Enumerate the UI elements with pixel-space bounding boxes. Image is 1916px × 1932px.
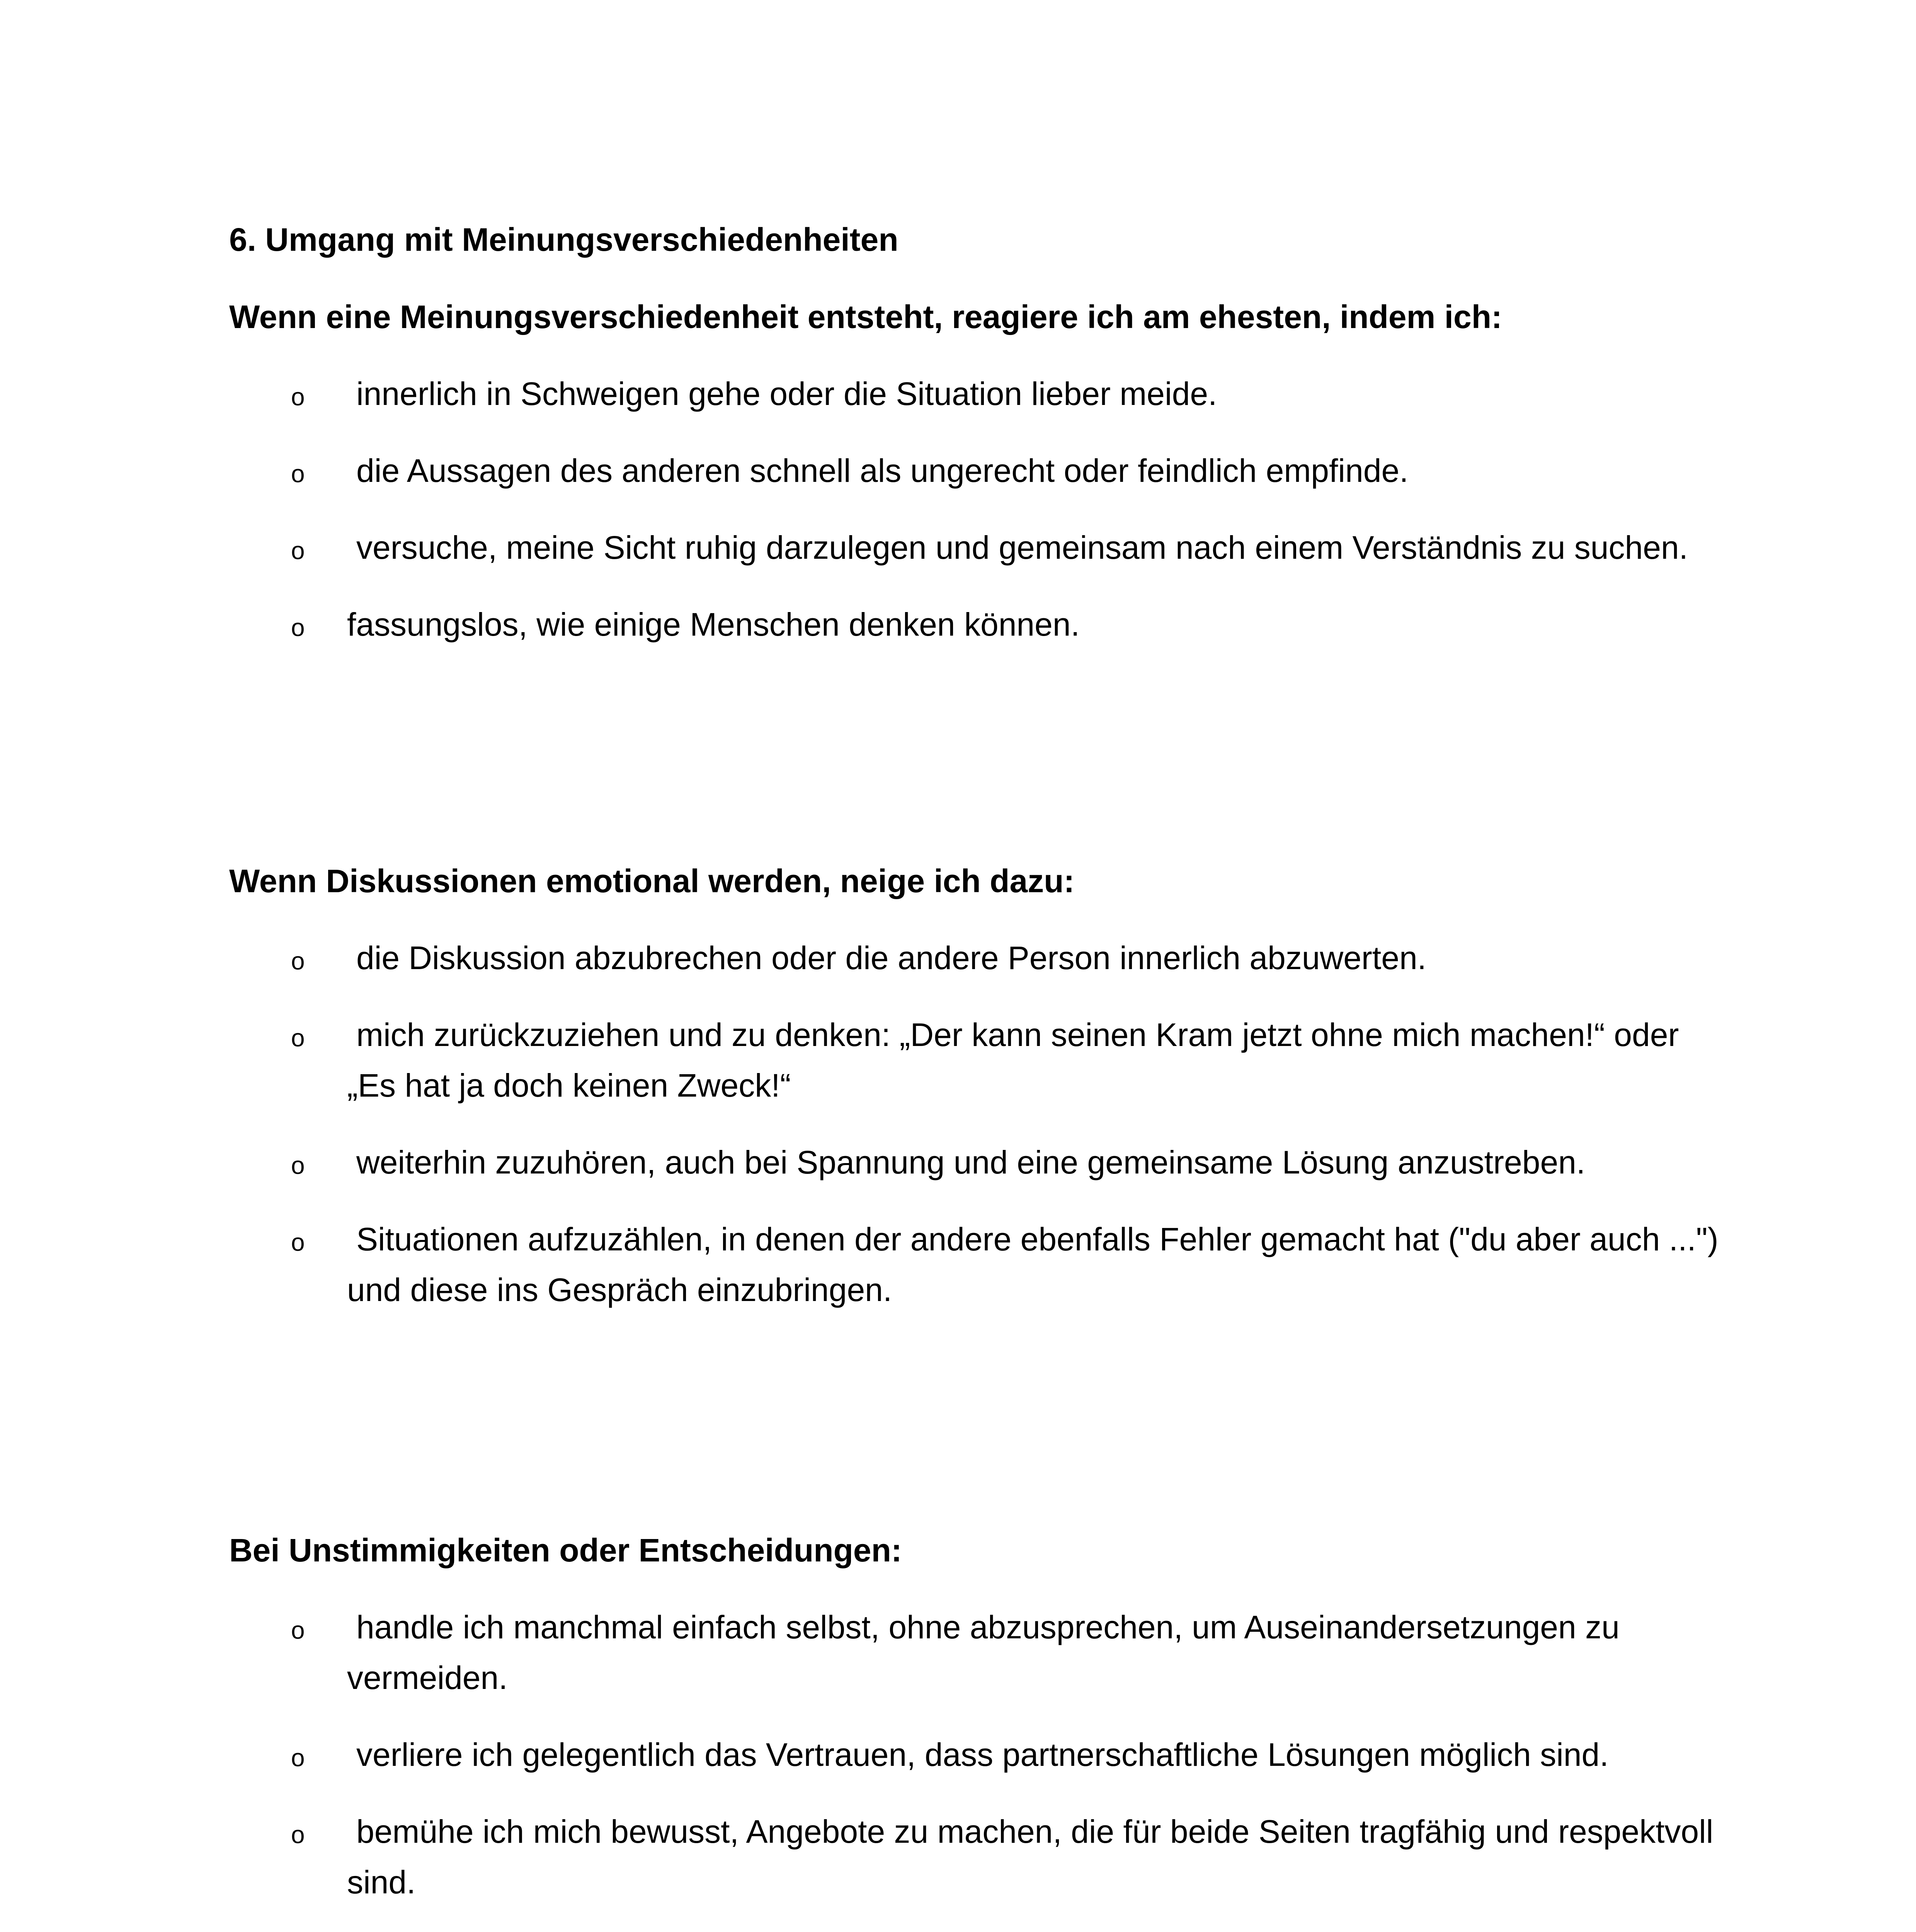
option-item[interactable] xyxy=(229,1137,1729,1188)
option-item[interactable] xyxy=(229,1730,1729,1780)
option-text: bemühe ich mich bewusst, Angebote zu machen, die für beide Seiten tragfähig und respektvoll sind. xyxy=(347,1813,1714,1900)
option-text: verliere ich gelegentlich das Vertrauen, dass partnerschaftliche Lösungen möglich sind. xyxy=(356,1736,1609,1773)
radio-circle-icon[interactable]: o xyxy=(291,383,305,411)
option-text: Situationen aufzuzählen, in denen der andere ebenfalls Fehler gemacht hat ("du aber auch ...") und diese ins Gespräch einzubringen. xyxy=(347,1221,1719,1308)
option-item[interactable] xyxy=(229,1214,1729,1315)
question-prompt: Bei Unstimmigkeiten oder Entscheidungen: xyxy=(229,1532,902,1568)
option-text: mich zurückzuziehen und zu denken: „Der kann seinen Kram jetzt ohne mich machen!“ oder „Es hat ja doch keinen Zweck!“ xyxy=(347,1017,1679,1104)
radio-circle-icon[interactable]: o xyxy=(291,1616,305,1644)
page-content xyxy=(229,216,1729,1932)
section-title: 6. Umgang mit Meinungsverschiedenheiten xyxy=(229,221,898,258)
radio-circle-icon[interactable]: o xyxy=(291,947,305,975)
radio-circle-icon[interactable]: o xyxy=(291,537,305,565)
option-item[interactable] xyxy=(229,933,1729,983)
spacer xyxy=(229,676,1729,858)
option-list xyxy=(229,1602,1729,1932)
option-text: die Aussagen des anderen schnell als ungerecht oder feindlich empfinde. xyxy=(356,452,1409,489)
option-text: die Diskussion abzubrechen oder die andere Person innerlich abzuwerten. xyxy=(356,940,1427,976)
radio-circle-icon[interactable]: o xyxy=(291,1744,305,1772)
radio-circle-icon[interactable]: o xyxy=(291,1024,305,1052)
option-item[interactable] xyxy=(229,1806,1729,1908)
option-item[interactable] xyxy=(229,446,1729,496)
option-text: handle ich manchmal einfach selbst, ohne abzusprechen, um Auseinandersetzungen zu vermeiden. xyxy=(347,1609,1620,1696)
question-prompt: Wenn Diskussionen emotional werden, neige ich dazu: xyxy=(229,863,1075,899)
option-text: weiterhin zuzuhören, auch bei Spannung und eine gemeinsame Lösung anzustreben. xyxy=(356,1144,1586,1180)
option-item[interactable] xyxy=(229,369,1729,419)
radio-circle-icon[interactable]: o xyxy=(291,460,305,488)
option-list xyxy=(229,933,1729,1315)
radio-circle-icon[interactable]: o xyxy=(291,1228,305,1256)
question-prompt: Wenn eine Meinungsverschiedenheit entsteht, reagiere ich am ehesten, indem ich: xyxy=(229,299,1503,335)
question-block-3 xyxy=(229,1527,1729,1932)
radio-circle-icon[interactable]: o xyxy=(291,1151,305,1179)
option-item[interactable] xyxy=(229,1602,1729,1703)
question-block-1 xyxy=(229,294,1729,650)
option-item[interactable] xyxy=(229,522,1729,573)
radio-circle-icon[interactable]: o xyxy=(291,614,305,641)
spacer xyxy=(229,1342,1729,1527)
option-list xyxy=(229,369,1729,650)
option-item[interactable] xyxy=(229,599,1729,650)
question-block-2 xyxy=(229,858,1729,1315)
radio-circle-icon[interactable]: o xyxy=(291,1821,305,1849)
option-text: fassungslos, wie einige Menschen denken können. xyxy=(347,606,1080,643)
option-text: innerlich in Schweigen gehe oder die Situation lieber meide. xyxy=(356,376,1217,412)
option-text: versuche, meine Sicht ruhig darzulegen und gemeinsam nach einem Verständnis zu suchen. xyxy=(356,529,1688,566)
option-item[interactable] xyxy=(229,1010,1729,1111)
